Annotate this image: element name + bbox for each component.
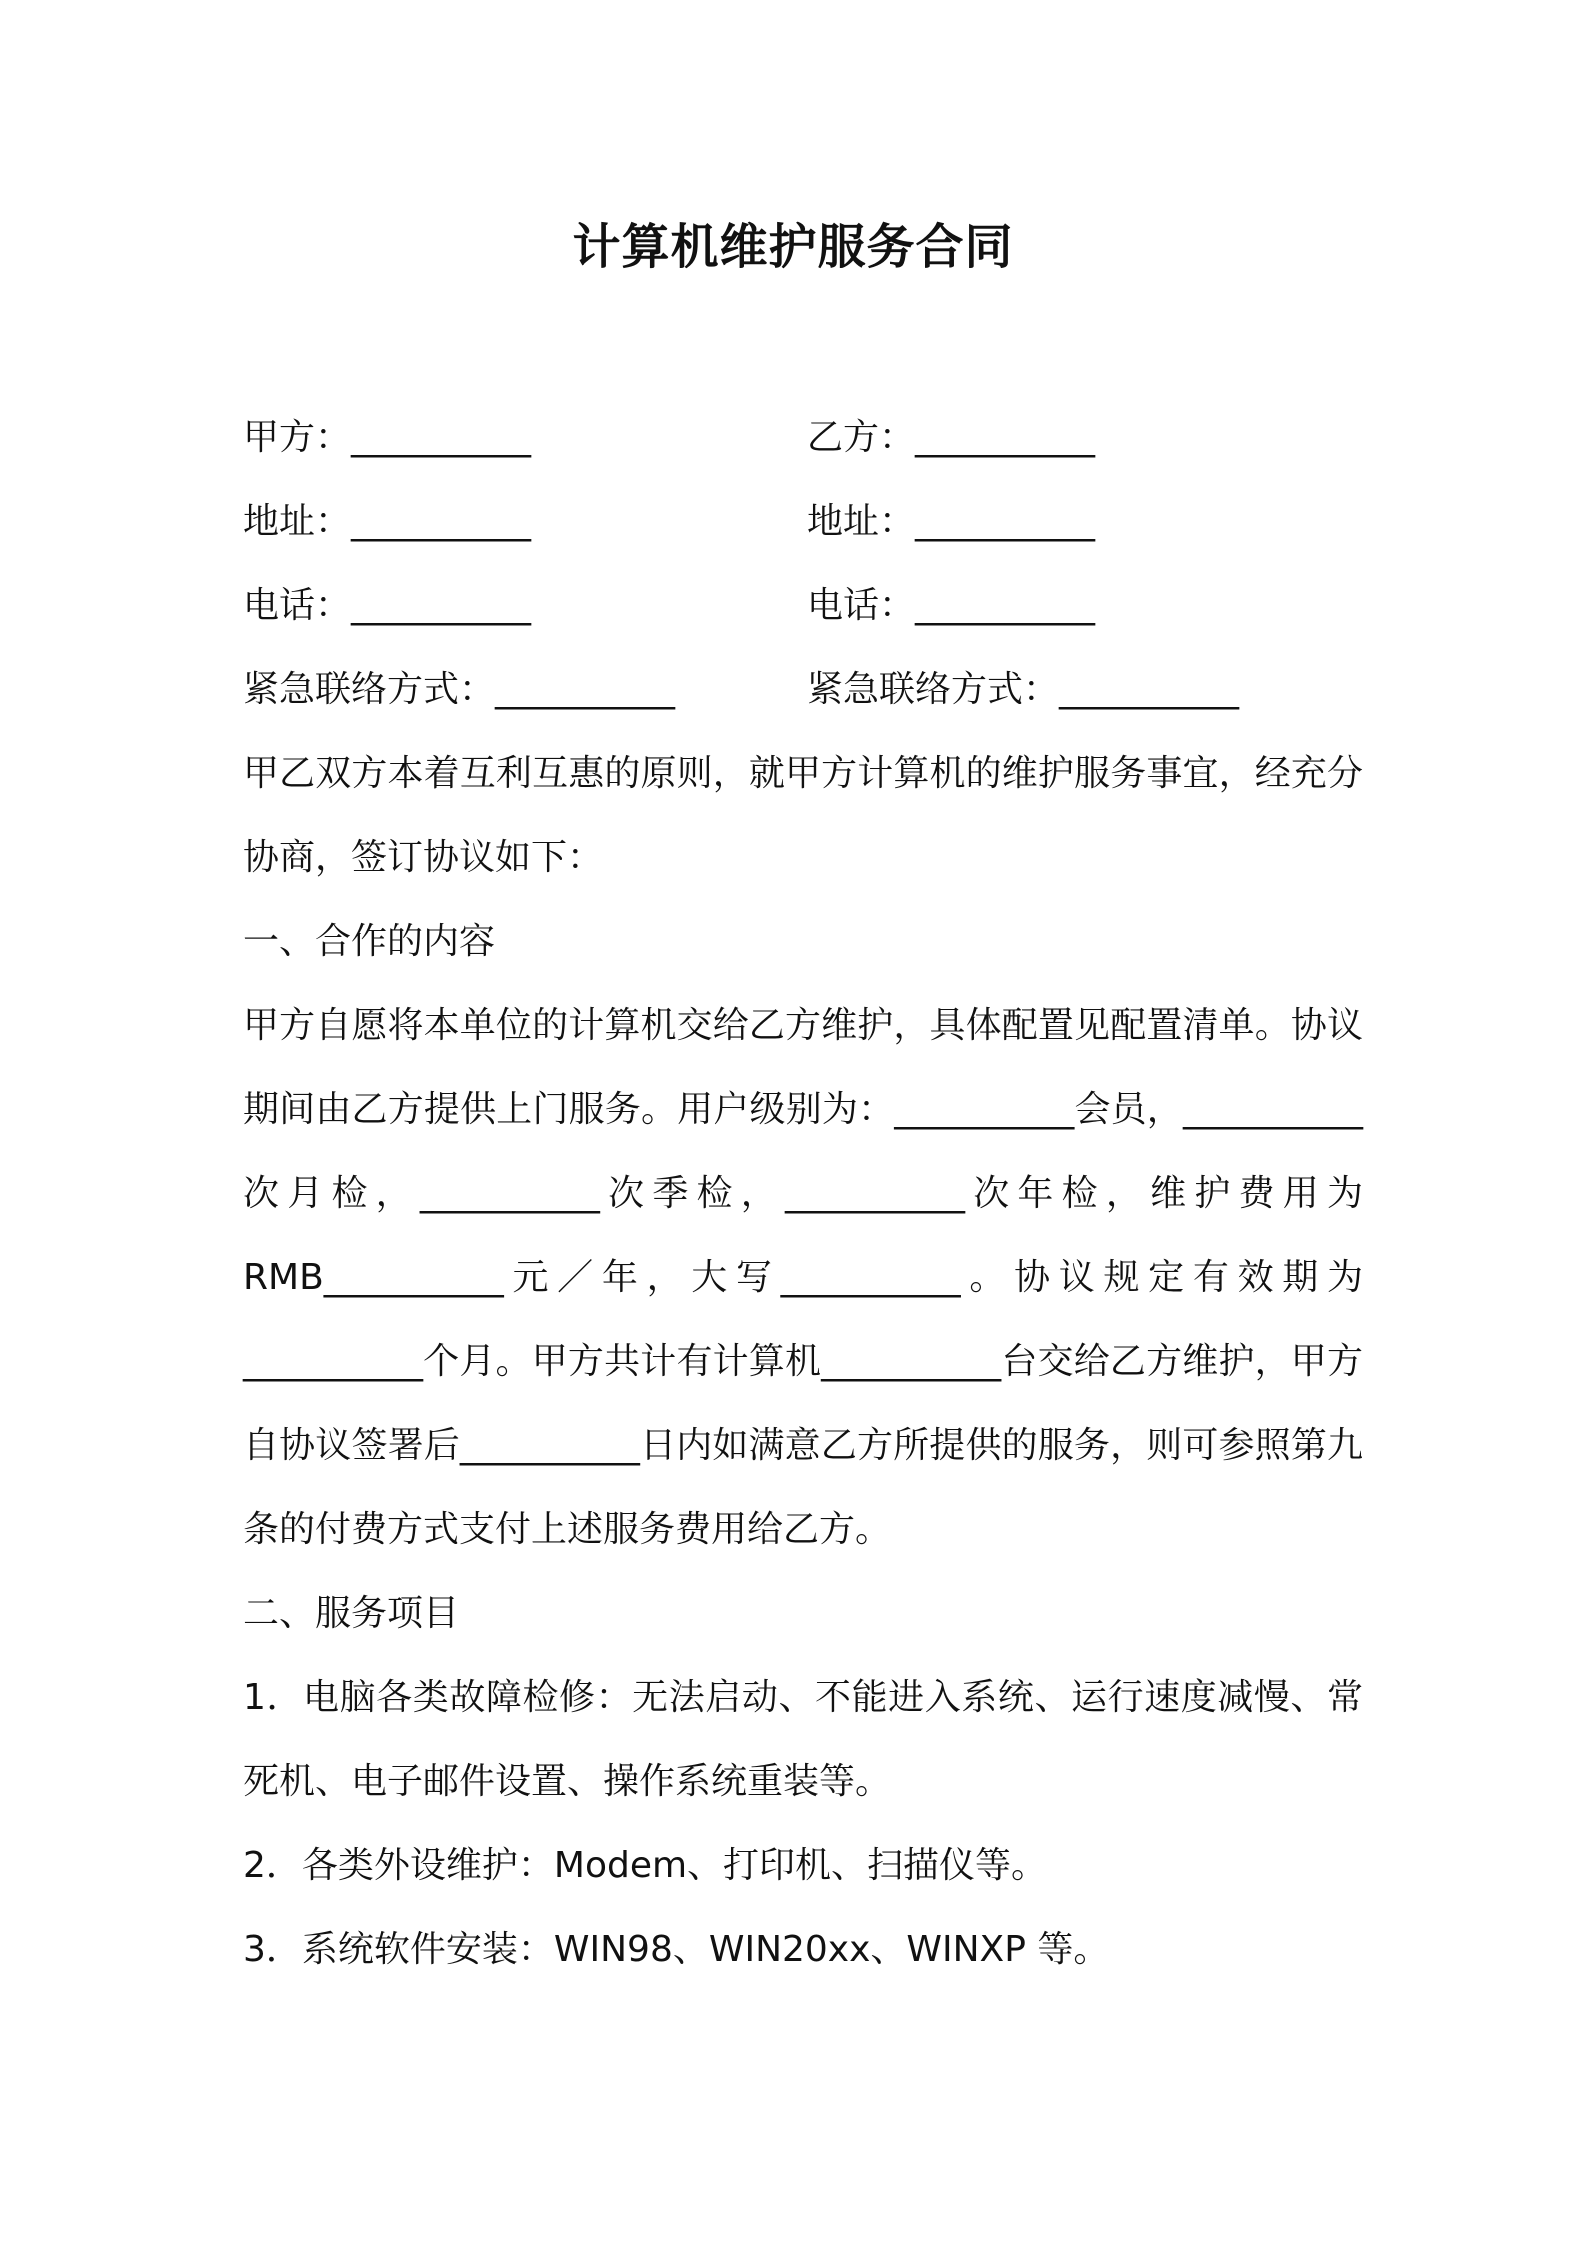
party-a-phone: 电话：__________ [243, 585, 532, 626]
party-b-name: 乙方：__________ [807, 417, 1096, 458]
party-row-address [243, 492, 1363, 552]
document-title: 计算机维护服务合同 [572, 219, 1014, 275]
party-a-emergency-contact: 紧急联络方式：__________ [243, 669, 676, 710]
section-heading-services: 二、服务项目 [243, 1593, 460, 1634]
service-item-2: 2．各类外设维护：Modem、打印机、扫描仪等。 [243, 1845, 1048, 1886]
service-item-1: 1．电脑各类故障检修：无法启动、不能进入系统、运行速度减慢、常死机、电子邮件设置、操作系统重装等。 [243, 1677, 1363, 1802]
party-a-name: 甲方：__________ [243, 417, 532, 458]
preamble-paragraph: 甲乙双方本着互利互惠的原则，就甲方计算机的维护服务事宜，经充分协商，签订协议如下： [243, 753, 1363, 878]
section-heading-cooperation: 一、合作的内容 [243, 921, 496, 962]
party-a-address: 地址：__________ [243, 501, 532, 542]
party-b-address: 地址：__________ [807, 501, 1096, 542]
party-b-emergency-contact: 紧急联络方式：__________ [807, 669, 1240, 710]
contract-body [243, 732, 1363, 1992]
party-row-emergency-contact [243, 660, 1363, 720]
party-row-phone [243, 576, 1363, 636]
service-item-3: 3．系统软件安装：WIN98、WIN20xx、WINXP 等。 [243, 1929, 1110, 1970]
cooperation-content-paragraph: 甲方自愿将本单位的计算机交给乙方维护，具体配置见配置清单。协议期间由乙方提供上门服务。用户级别为：__________会员，__________次月检，__________次季检，__________次年检，维护费用为 RMB__________元／年，大写__________。协议规定有效期为__________个月。甲方共计有计算机__________台交给乙方维护，甲方自协议签署后__________日内如满意乙方所提供的服务，则可参照第九条的付费方式支付上述服务费用给乙方。 [243, 1005, 1363, 1550]
party-row-name [243, 408, 1363, 468]
party-b-phone: 电话：__________ [807, 585, 1096, 626]
